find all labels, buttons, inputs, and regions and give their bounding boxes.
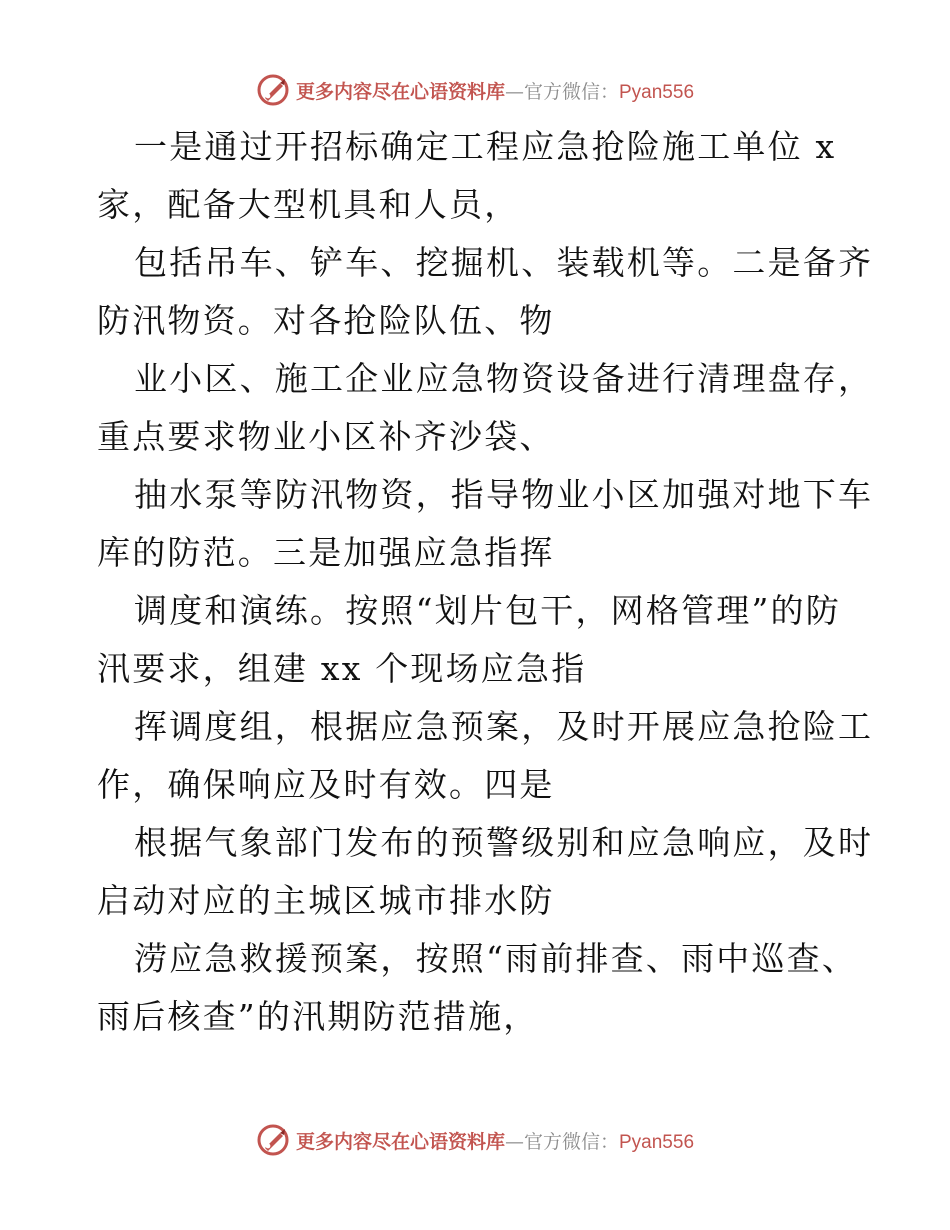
body-line: 调度和演练。按照“划片包干，网格管理”的防 (134, 591, 841, 630)
header-banner (0, 70, 950, 110)
body-line: 抽水泵等防汛物资，指导物业小区加强对地下车 (134, 475, 874, 514)
footer-wechat-id: Pyan556 (619, 1131, 695, 1153)
footer-dash: — (504, 1130, 524, 1153)
header-dash: — (504, 80, 524, 103)
footer-banner-inner (256, 1123, 694, 1157)
body-line: 启动对应的主城区城市排水防 (97, 881, 555, 920)
body-line: 防汛物资。对各抢险队伍、物 (97, 301, 555, 340)
footer-brand: 更多内容尽在心语资料库 (295, 1130, 505, 1153)
body-line: 汛要求，组建 xx 个现场应急指 (97, 649, 587, 688)
body-line: 涝应急救援预案，按照“雨前排查、雨中巡查、 (134, 939, 858, 978)
body-line: 雨后核查”的汛期防范措施， (97, 997, 539, 1036)
quill-logo-icon (256, 73, 290, 107)
header-wechat-label: 官方微信： (523, 80, 619, 103)
header-brand: 更多内容尽在心语资料库 (295, 80, 505, 103)
footer-banner (0, 1120, 950, 1160)
body-line: 挥调度组，根据应急预案，及时开展应急抢险工 (134, 707, 874, 746)
header-text (296, 77, 694, 104)
body-line: 库的防范。三是加强应急指挥 (97, 533, 555, 572)
footer-text (296, 1127, 694, 1154)
quill-logo-icon (256, 1123, 290, 1157)
header-banner-inner (256, 73, 694, 107)
document-body (97, 118, 874, 1046)
body-line: 业小区、施工企业应急物资设备进行清理盘存， (134, 359, 874, 398)
body-line: 包括吊车、铲车、挖掘机、装载机等。二是备齐 (134, 243, 874, 282)
body-line: 重点要求物业小区补齐沙袋、 (97, 417, 555, 456)
body-line: 作，确保响应及时有效。四是 (97, 765, 555, 804)
body-line: 根据气象部门发布的预警级别和应急响应，及时 (134, 823, 874, 862)
header-wechat-id: Pyan556 (619, 81, 695, 103)
body-line: 家，配备大型机具和人员， (97, 185, 520, 224)
body-line: 一是通过开招标确定工程应急抢险施工单位 x (134, 127, 837, 166)
footer-wechat-label: 官方微信： (523, 1130, 619, 1153)
